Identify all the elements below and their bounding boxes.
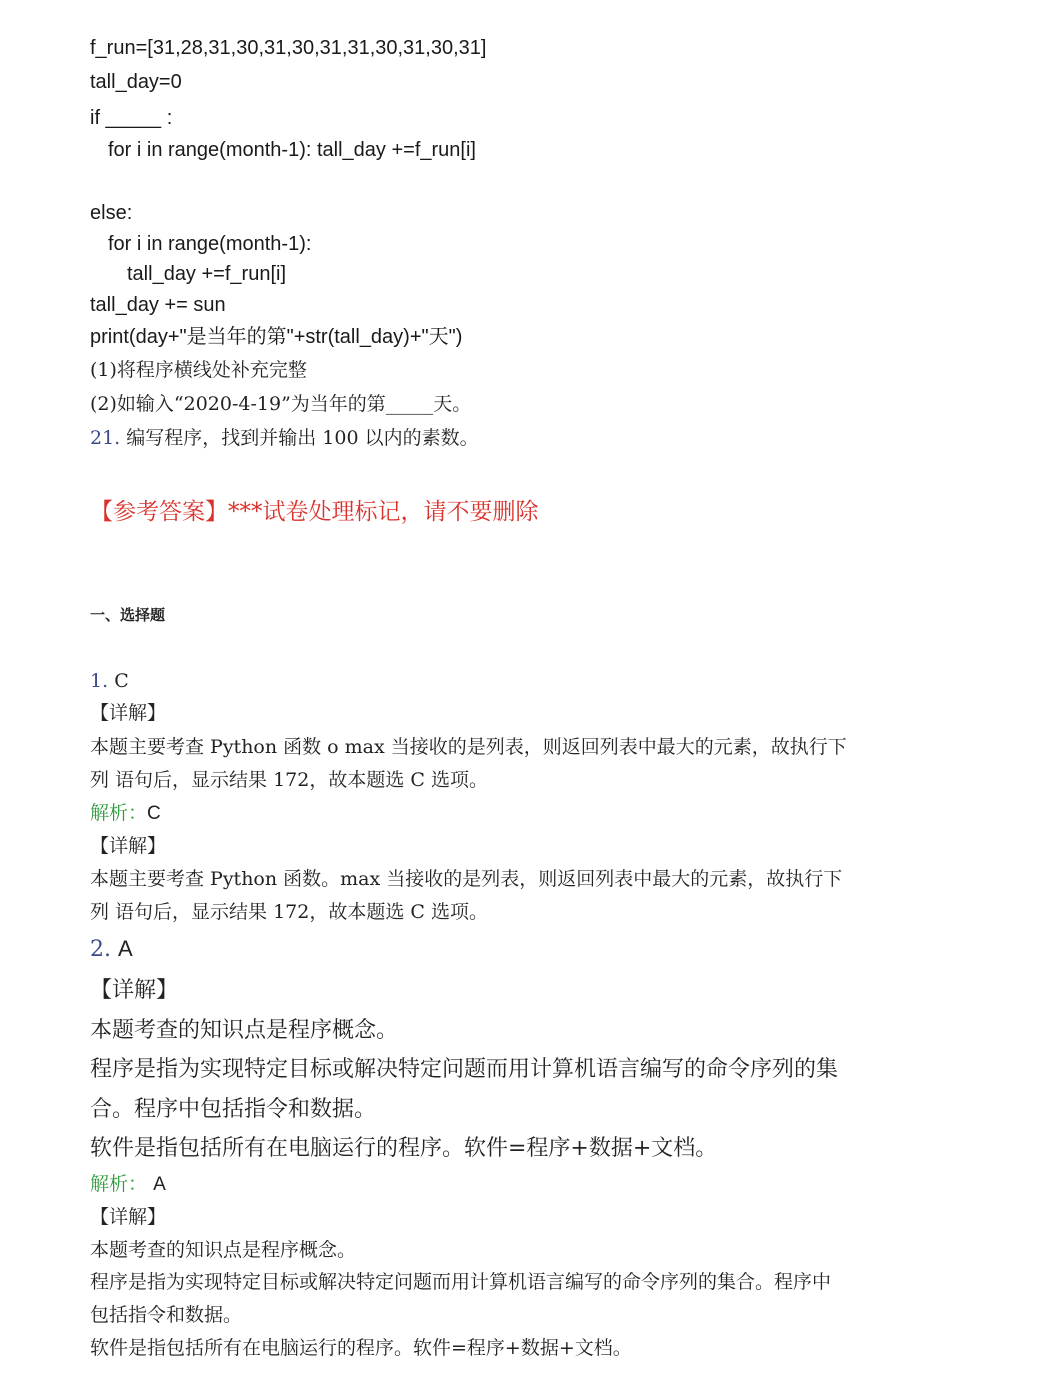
answer-2-detail-label: 【详解】 — [90, 978, 179, 1003]
answer-2-text-4: 软件是指包括所有在电脑运行的程序。软件=程序+数据+文档。 — [90, 1136, 718, 1161]
question-21-text: 编写程序，找到并输出 100 以内的素数。 — [126, 427, 479, 449]
answer-1-text-1: 本题主要考查 Python 函数 o max 当接收的是列表，则返回列表中最大的元素，故执行下 — [90, 736, 847, 758]
question-2: (2)如输入“2020-4-19”为当年的第_____天。 — [90, 393, 472, 415]
answer-1-text-3: 本题主要考查 Python 函数。max 当接收的是列表，则返回列表中最大的元素，故执行下 — [90, 868, 843, 890]
answer-2-text-8: 软件是指包括所有在电脑运行的程序。软件=程序+数据+文档。 — [90, 1337, 632, 1359]
code-line-4: for i in range(month-1): tall_day +=f_run[i] — [108, 139, 476, 161]
answer-2-number: 2. — [90, 937, 111, 962]
answer-1-detail-label: 【详解】 — [90, 702, 167, 724]
answer-2-jiexi — [90, 1175, 166, 1194]
answer-2-text-3: 合。程序中包括指令和数据。 — [90, 1097, 377, 1122]
answer-2-text-5: 本题考查的知识点是程序概念。 — [90, 1239, 357, 1261]
answer-1-choice: C — [114, 670, 129, 692]
answer-1-jiexi — [90, 804, 161, 823]
answer-2-jiexi-label: 解析： — [90, 1173, 148, 1195]
answer-2-text-7: 包括指令和数据。 — [90, 1304, 243, 1326]
code-line-9: print(day+"是当年的第"+str(tall_day)+"天") — [90, 326, 463, 348]
question-21 — [90, 429, 479, 448]
answer-2-text-1: 本题考查的知识点是程序概念。 — [90, 1018, 399, 1043]
section-title: 一、选择题 — [90, 606, 166, 624]
answer-1-detail-label-2: 【详解】 — [90, 835, 167, 857]
answer-1-text-4: 列 语句后，显示结果 172，故本题选 C 选项。 — [90, 901, 488, 923]
answer-2-text-2: 程序是指为实现特定目标或解决特定问题而用计算机语言编写的命令序列的集 — [90, 1057, 839, 1082]
code-line-2: tall_day=0 — [90, 71, 182, 93]
code-line-1: f_run=[31,28,31,30,31,30,31,31,30,31,30,31] — [90, 37, 487, 59]
answer-2-detail-label-2: 【详解】 — [90, 1206, 167, 1228]
code-line-3: if _____ : — [90, 107, 173, 129]
code-line-7: tall_day +=f_run[i] — [127, 263, 286, 285]
answer-2-heading — [90, 938, 133, 961]
code-line-8: tall_day += sun — [90, 294, 226, 316]
answer-2-text-6: 程序是指为实现特定目标或解决特定问题而用计算机语言编写的命令序列的集合。程序中 — [90, 1271, 832, 1293]
answer-1-jiexi-answer: C — [147, 803, 161, 824]
answer-1-jiexi-label: 解析： — [90, 802, 148, 824]
answer-2-choice: A — [118, 936, 133, 961]
answer-1-number: 1. — [90, 670, 109, 692]
answer-1-text-2: 列 语句后，显示结果 172，故本题选 C 选项。 — [90, 769, 488, 791]
code-line-5: else: — [90, 202, 133, 224]
answer-2-jiexi-answer: A — [153, 1174, 166, 1195]
code-line-6: for i in range(month-1): — [108, 233, 312, 255]
question-1: (1)将程序横线处补充完整 — [90, 359, 307, 381]
answer-1-heading — [90, 672, 129, 691]
question-21-number: 21. — [90, 427, 121, 449]
answer-header: 【参考答案】***试卷处理标记，请不要删除 — [90, 499, 539, 525]
